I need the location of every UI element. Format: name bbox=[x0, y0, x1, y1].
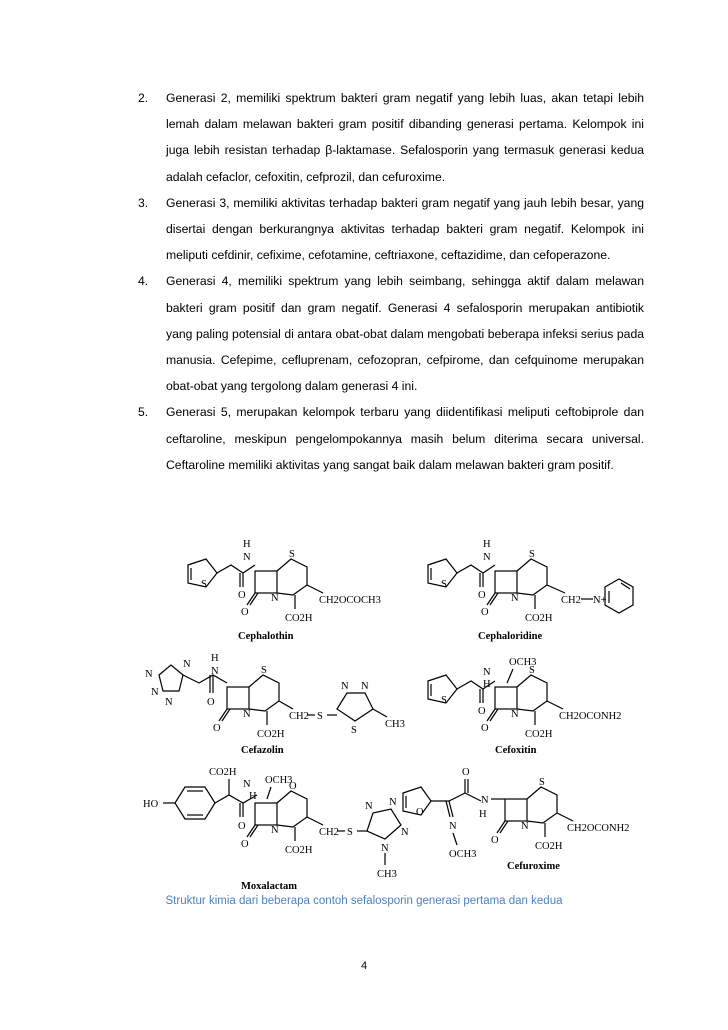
svg-text:CO2H: CO2H bbox=[525, 613, 553, 624]
structure-name: Cefazolin bbox=[241, 745, 284, 756]
svg-text:CO2H: CO2H bbox=[285, 845, 313, 856]
svg-text:S: S bbox=[441, 695, 447, 706]
svg-text:N: N bbox=[521, 821, 529, 832]
svg-text:O: O bbox=[416, 807, 424, 818]
svg-text:O: O bbox=[481, 607, 489, 618]
svg-text:N: N bbox=[483, 667, 491, 678]
side-chain-label: CH2 bbox=[319, 827, 339, 838]
svg-text:N: N bbox=[401, 827, 409, 838]
svg-text:S: S bbox=[441, 579, 447, 590]
svg-text:H: H bbox=[249, 791, 257, 802]
svg-text:O: O bbox=[238, 590, 246, 601]
svg-text:N: N bbox=[271, 825, 279, 836]
svg-text:CO2H: CO2H bbox=[257, 729, 285, 740]
cefoxitin-structure bbox=[428, 657, 621, 756]
item-number: 2. bbox=[138, 91, 149, 105]
svg-text:O: O bbox=[481, 723, 489, 734]
svg-text:N: N bbox=[381, 843, 389, 854]
svg-text:S: S bbox=[201, 579, 207, 590]
svg-text:H: H bbox=[483, 679, 491, 690]
svg-text:S: S bbox=[351, 725, 357, 736]
svg-text:N: N bbox=[243, 779, 251, 790]
svg-text:N: N bbox=[481, 795, 489, 806]
structure-name: Cefoxitin bbox=[495, 745, 537, 756]
svg-text:O: O bbox=[478, 590, 486, 601]
list-item bbox=[138, 190, 644, 269]
figure-caption: Struktur kimia dari beberapa contoh sefalosporin generasi pertama dan kedua bbox=[165, 895, 563, 907]
svg-text:CH3: CH3 bbox=[385, 719, 405, 730]
cephaloridine-structure bbox=[428, 539, 633, 642]
svg-text:CO2H: CO2H bbox=[525, 729, 553, 740]
page-number: 4 bbox=[360, 960, 368, 972]
item-text: Generasi 4, memiliki spektrum yang lebih seimbang, sehingga aktif dalam melawan bakteri gram positif dan gram negatif. Generasi 4 sefalosporin merupakan antibiotik yang paling potensial di antara obat-obat dalam mengobati beberapa infeksi serius pada manusia. Cefepime, cefluprenam, cefozopran, cefpirome, dan cefquinome merupakan obat-obat yang tergolong dalam generasi 4 ini. bbox=[166, 274, 644, 394]
svg-text:N: N bbox=[483, 552, 491, 563]
svg-text:H: H bbox=[479, 809, 487, 820]
svg-text:O: O bbox=[241, 839, 249, 850]
list-item bbox=[138, 399, 644, 478]
svg-text:O: O bbox=[478, 706, 486, 717]
list-item bbox=[138, 268, 644, 399]
moxalactam-structure bbox=[143, 767, 409, 892]
structure-name: Cefuroxime bbox=[507, 861, 560, 872]
svg-text:N+: N+ bbox=[593, 595, 607, 606]
structure-name: Cephaloridine bbox=[478, 631, 543, 642]
svg-text:N: N bbox=[243, 552, 251, 563]
svg-text:H: H bbox=[243, 539, 251, 550]
svg-text:N: N bbox=[511, 709, 519, 720]
svg-text:OCH3: OCH3 bbox=[449, 849, 477, 860]
svg-text:CH3: CH3 bbox=[377, 869, 397, 880]
svg-text:O: O bbox=[241, 607, 249, 618]
svg-text:N: N bbox=[389, 797, 397, 808]
side-chain-label: CH2 bbox=[289, 711, 309, 722]
list-item bbox=[138, 85, 644, 190]
side-chain-label: CH2OCOCH3 bbox=[319, 595, 381, 606]
svg-text:CO2H: CO2H bbox=[209, 767, 237, 778]
svg-text:O: O bbox=[491, 835, 499, 846]
structure-name: Moxalactam bbox=[241, 881, 297, 892]
item-text: Generasi 3, memiliki aktivitas terhadap bakteri gram negatif yang jauh lebih besar, yang disertai dengan berkurangnya aktivitas terhadap bakteri gram negatif. Kelompok ini meliputi cefdinir, cefixime, cefotamine, ceftriaxone, ceftazidime, dan cefoperazone. bbox=[166, 195, 644, 263]
item-text: Generasi 2, memiliki spektrum bakteri gram negatif yang lebih luas, akan tetapi lebih lemah dalam melawan bakteri gram positif dibanding generasi pertama. Kelompok ini juga lebih resistan terhadap β-laktamase. Sefalosporin yang termasuk generasi kedua adalah cefaclor, cefoxitin, cefprozil, dan cefuroxime. bbox=[166, 91, 644, 184]
svg-text:N: N bbox=[365, 801, 373, 812]
item-number: 3. bbox=[138, 195, 149, 210]
svg-text:N: N bbox=[211, 666, 219, 677]
svg-text:O: O bbox=[238, 821, 246, 832]
svg-text:CO2H: CO2H bbox=[285, 613, 313, 624]
cefuroxime-structure bbox=[403, 767, 629, 872]
svg-text:S: S bbox=[539, 777, 545, 788]
svg-text:S: S bbox=[261, 665, 267, 676]
svg-text:N: N bbox=[145, 669, 153, 680]
structure-name: Cephalothin bbox=[238, 631, 294, 642]
svg-text:N: N bbox=[271, 593, 279, 604]
svg-text:N: N bbox=[361, 681, 369, 692]
generation-list bbox=[138, 85, 644, 478]
svg-text:N: N bbox=[449, 821, 457, 832]
side-chain-label: CH2OCONH2 bbox=[559, 711, 622, 722]
svg-text:CO2H: CO2H bbox=[535, 841, 563, 852]
svg-text:HO: HO bbox=[143, 799, 159, 810]
item-text: Generasi 5, merupakan kelompok terbaru yang diidentifikasi meliputi ceftobiprole dan ceftaroline, meskipun pengelompokannya masih belum diterima secara universal. Ceftaroline memiliki aktivitas yang sangat baik dalam melawan bakteri gram positif. bbox=[166, 405, 644, 472]
svg-text:O: O bbox=[462, 767, 470, 778]
item-number: 5. bbox=[138, 405, 149, 420]
svg-text:N: N bbox=[165, 697, 173, 708]
svg-text:S: S bbox=[347, 827, 353, 838]
svg-text:S: S bbox=[529, 665, 535, 676]
svg-text:S: S bbox=[317, 711, 323, 722]
svg-text:O: O bbox=[213, 723, 221, 734]
structure-figure bbox=[143, 535, 643, 895]
svg-text:N: N bbox=[243, 709, 251, 720]
svg-text:N: N bbox=[151, 687, 159, 698]
svg-text:S: S bbox=[289, 549, 295, 560]
svg-text:OCH3: OCH3 bbox=[265, 775, 293, 786]
svg-text:N: N bbox=[511, 593, 519, 604]
svg-text:H: H bbox=[211, 653, 219, 664]
side-chain-label: CH2 bbox=[561, 595, 581, 606]
svg-text:OCH3: OCH3 bbox=[509, 657, 537, 668]
svg-text:O: O bbox=[207, 697, 215, 708]
item-number: 4. bbox=[138, 274, 149, 289]
cefazolin-structure bbox=[145, 653, 405, 756]
svg-text:O: O bbox=[289, 781, 297, 792]
svg-text:N: N bbox=[341, 681, 349, 692]
structure-drawing bbox=[143, 535, 643, 895]
svg-text:S: S bbox=[529, 549, 535, 560]
svg-text:H: H bbox=[483, 539, 491, 550]
cephalothin-structure bbox=[188, 539, 381, 642]
svg-text:N: N bbox=[183, 659, 191, 670]
side-chain-label: CH2OCONH2 bbox=[567, 823, 630, 834]
